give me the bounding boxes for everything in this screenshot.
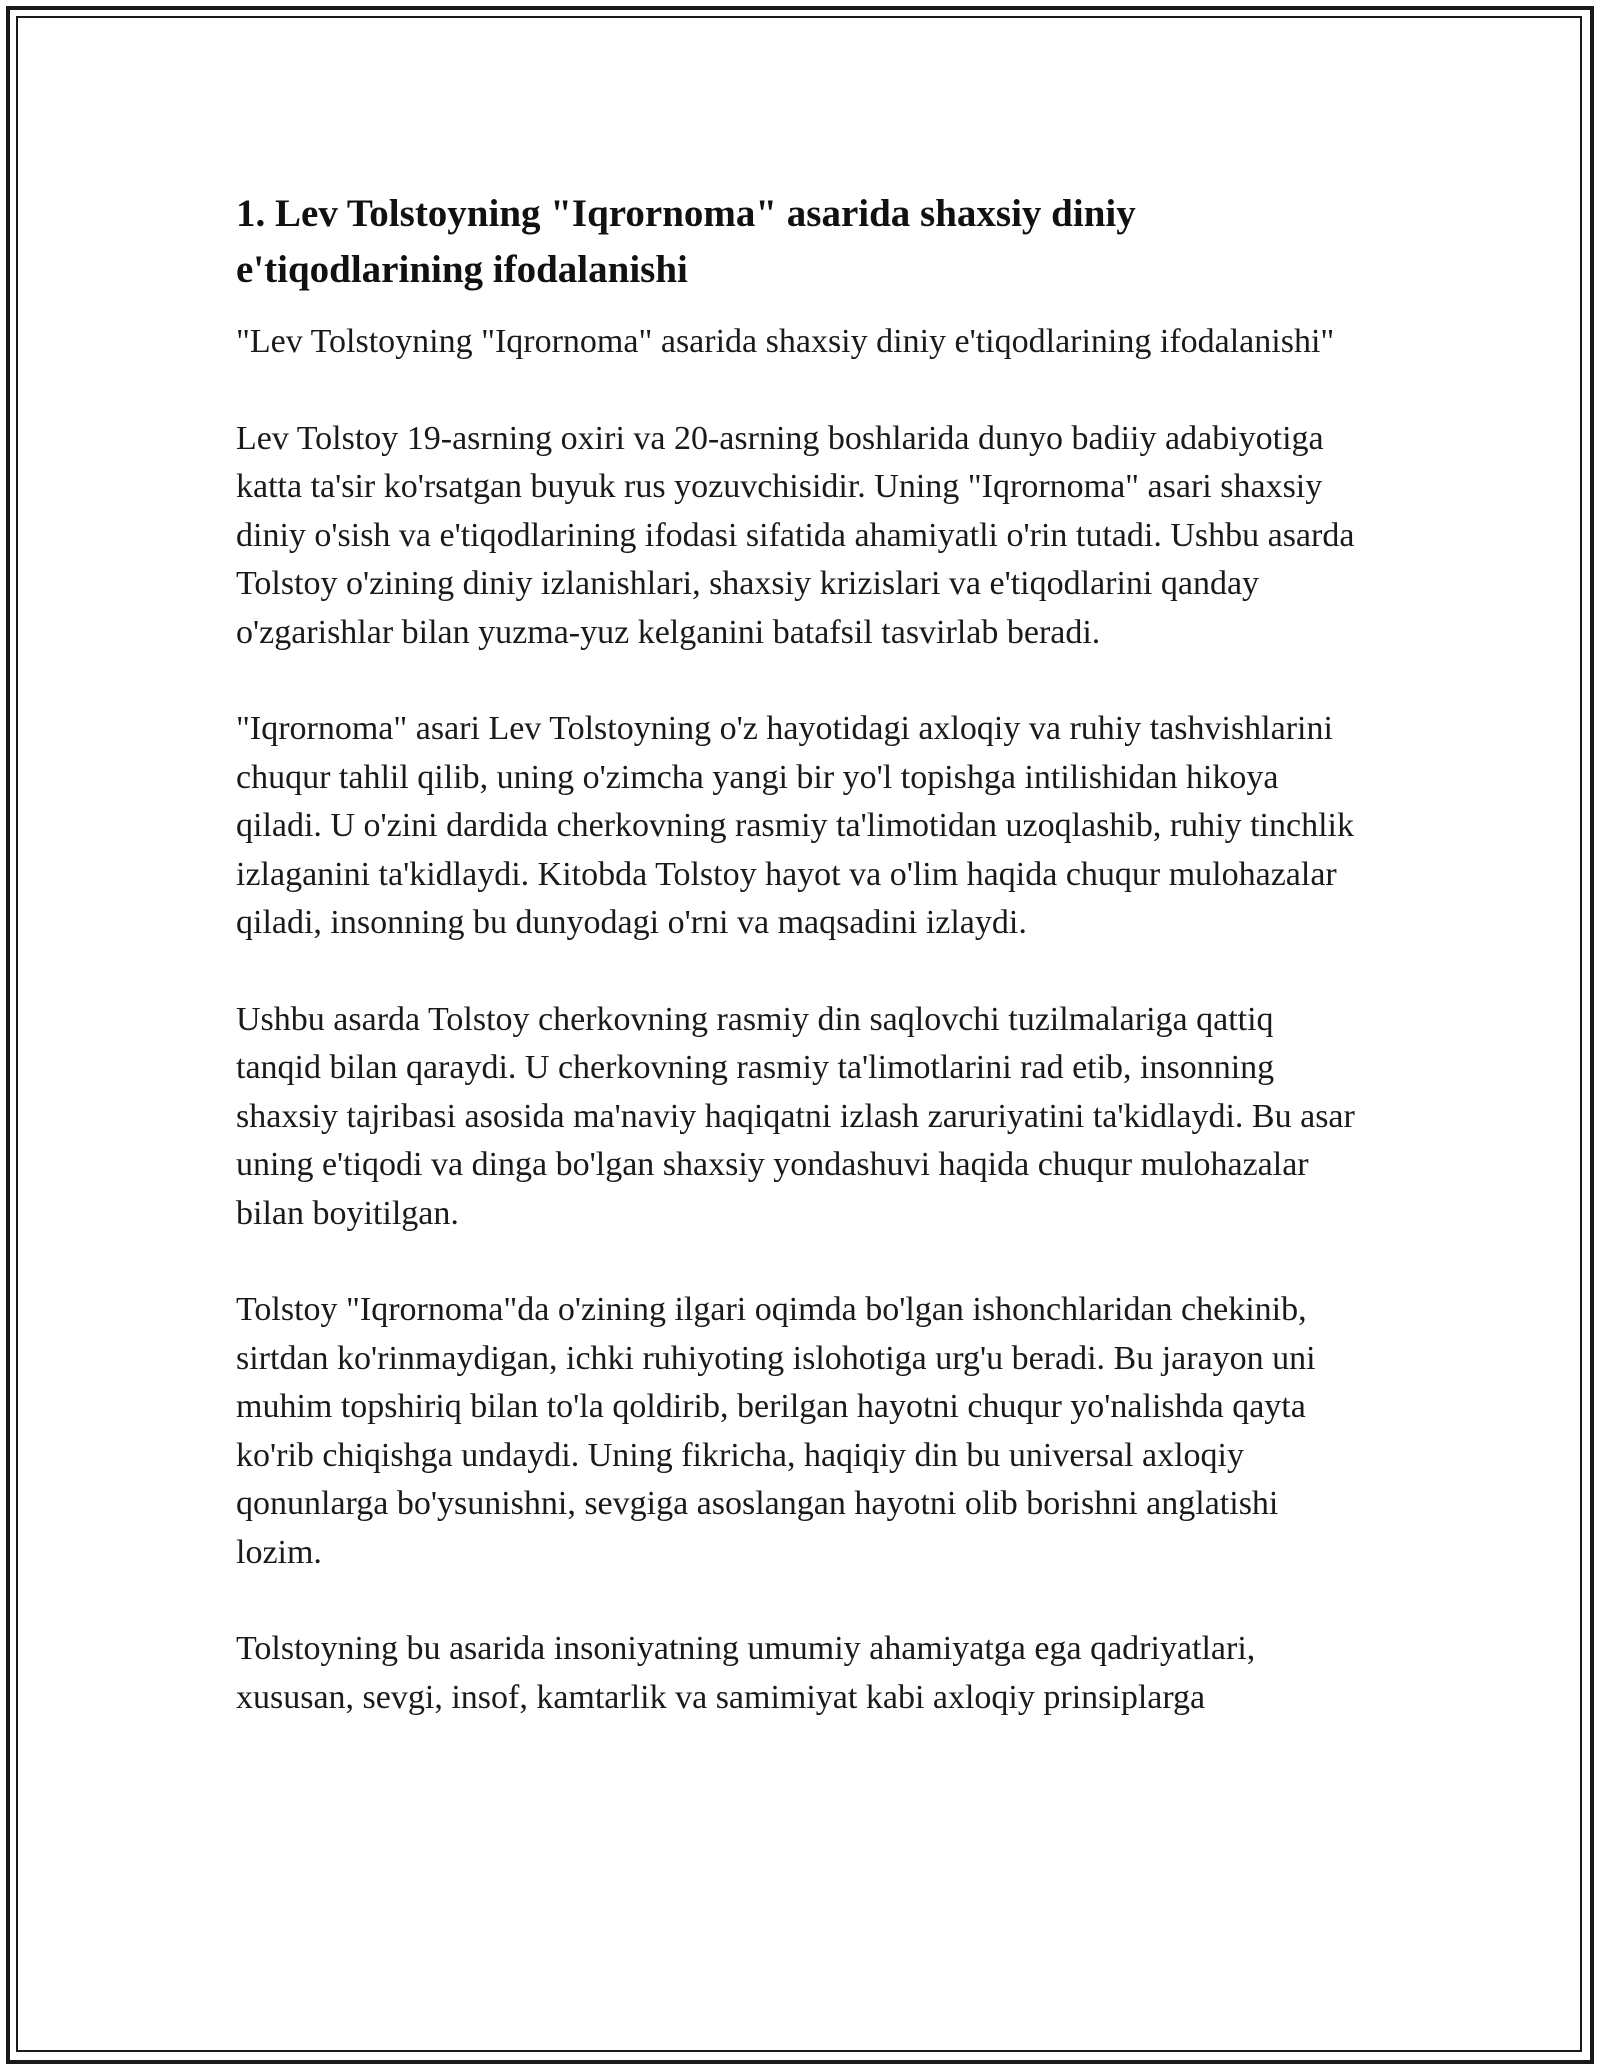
- paragraph-2: "Iqrornoma" asari Lev Tolstoyning o'z hayotidagi axloqiy va ruhiy tashvishlarini chuqur tahlil qilib, uning o'zimcha yangi bir yo'l topishga intilishidan hikoya qiladi. U o'zini dardida cherkovning rasmiy ta'limotidan uzoqlashib, ruhiy tinchlik izlaganini ta'kidlaydi. Kitobda Tolstoy hayot va o'lim haqida chuqur mulohazalar qiladi, insonning bu dunyodagi o'rni va maqsadini izlaydi.: [236, 710, 1354, 941]
- paragraph-4: Tolstoy "Iqrornoma"da o'zining ilgari oqimda bo'lgan ishonchlaridan chekinib, sirtdan ko'rinmaydigan, ichki ruhiyoting islohotiga urg'u beradi. Bu jarayon uni muhim topshiriq bilan to'la qoldirib, berilgan hayotni chuqur yo'nalishda qayta ko'rib chiqishga undaydi. Uning fikricha, haqiqiy din bu universal axloqiy qonunlarga bo'ysunishni, sevgiga asoslangan hayotni olib borishni anglatishi lozim.: [236, 1291, 1316, 1571]
- paragraph-5: Tolstoyning bu asarida insoniyatning umumiy ahamiyatga ega qadriyatlari, xususan, sevgi, insof, kamtarlik va samimiyat kabi axloqiy prinsiplarga: [236, 1630, 1256, 1716]
- paragraph-3: Ushbu asarda Tolstoy cherkovning rasmiy din saqlovchi tuzilmalariga qattiq tanqid bilan qaraydi. U cherkovning rasmiy ta'limotlarini rad etib, insonning shaxsiy tajribasi asosida ma'naviy haqiqatni izlash zaruriyatini ta'kidlaydi. Bu asar uning e'tiqodi va dinga bo'lgan shaxsiy yondashuvi haqida chuqur mulohazalar bilan boyitilgan.: [236, 1000, 1355, 1232]
- paragraph-1: Lev Tolstoy 19-asrning oxiri va 20-asrning boshlarida dunyo badiiy adabiyotiga katta ta'sir ko'rsatgan buyuk rus yozuvchisidir. Uning "Iqrornoma" asari shaxsiy diniy o'sish va e'tiqodlarining ifodasi sifatida ahamiyatli o'rin tutadi. Ushbu asarda Tolstoy o'zining diniy izlanishlari, shaxsiy krizislari va e'tiqodlarini qanday o'zgarishlar bilan yuzma-yuz kelganini batafsil tasvirlab beradi.: [236, 419, 1355, 651]
- document-body: [236, 186, 1366, 1722]
- section-heading: 1. Lev Tolstoyning "Iqrornoma" asarida shaxsiy diniy e'tiqodlarining ifodalanishi: [236, 192, 1136, 291]
- section-subtitle: "Lev Tolstoyning "Iqrornoma" asarida shaxsiy diniy e'tiqodlarining ifodalanishi": [236, 323, 1335, 360]
